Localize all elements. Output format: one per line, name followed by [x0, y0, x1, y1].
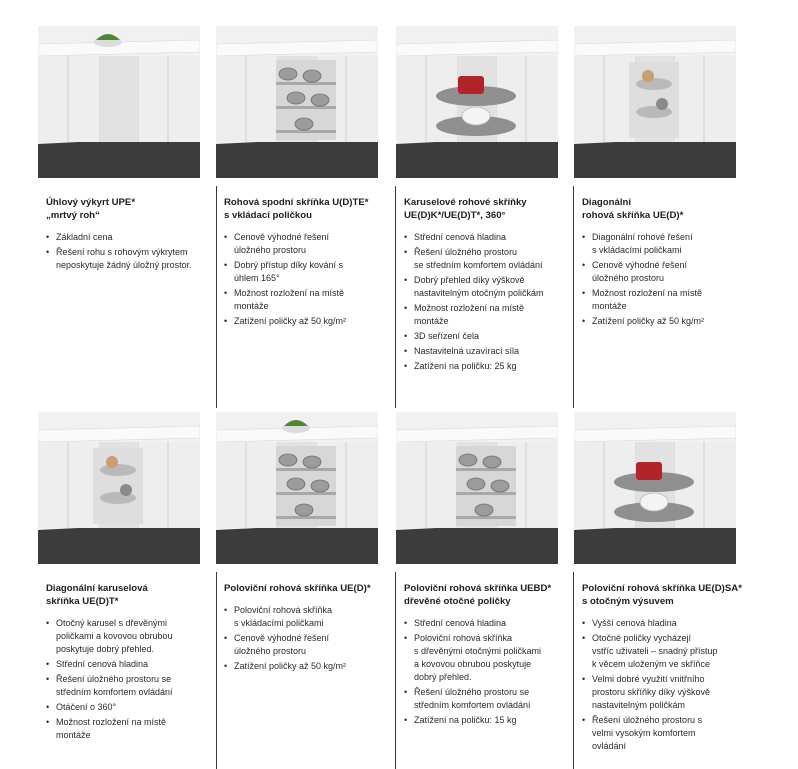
- feature-text-line: • Řešení úložného prostoru: [414, 247, 518, 257]
- swing-out-corner-photo: [574, 412, 736, 564]
- product-title: [38, 582, 216, 608]
- feature-text-line: s vkládacími poličkami: [592, 245, 682, 255]
- product-title-line: Úhlový výkyrt UPE*: [46, 197, 136, 208]
- feature-list: [38, 617, 216, 742]
- feature-text-line: • Řešení úložného prostoru s: [592, 715, 703, 725]
- feature-text-line: • Otáčení o 360°: [56, 702, 117, 712]
- feature-text-line: se středním komfortem ovládání: [414, 260, 543, 270]
- feature-text-line: • Možnost rozložení na místě: [56, 717, 167, 727]
- feature-text-line: • Možnost rozložení na místě: [414, 303, 525, 313]
- feature-text-line: s dřevěnými otočnými poličkami: [414, 646, 542, 656]
- feature-text-line: dobrý přehled.: [414, 672, 472, 682]
- feature-list: [216, 604, 394, 673]
- feature-text-line: prostoru skříňky díky výškově: [592, 687, 711, 697]
- feature-item: [582, 315, 752, 328]
- product-title-line: Poloviční rohová skříňka UE(D)SA*: [582, 583, 742, 594]
- feature-text-line: • Řešení rohu s rohovým výkrytem: [56, 247, 188, 257]
- feature-item: [404, 231, 574, 244]
- diagonal-corner-photo: [574, 26, 736, 178]
- product-title-line: Karuselové rohové skříňky: [404, 197, 527, 208]
- feature-text-line: • Zatížení na poličku: 25 kg: [414, 361, 517, 371]
- feature-text-line: • Zatížení poličky až 50 kg/m²: [234, 316, 347, 326]
- feature-item: [224, 287, 394, 313]
- feature-text-line: • Střední cenová hladina: [414, 618, 507, 628]
- product-title-line: rohová skříňka UE(D)*: [582, 210, 684, 221]
- feature-item: [46, 617, 216, 656]
- feature-item: [46, 716, 216, 742]
- feature-item: [404, 274, 574, 300]
- feature-text-line: středním komfortem ovládání: [414, 700, 531, 710]
- feature-text-line: • Základní cena: [56, 232, 113, 242]
- feature-item: [46, 231, 216, 244]
- feature-text-line: a kovovou obrubou poskytuje: [414, 659, 532, 669]
- feature-text-line: • Velmi dobré využití vnitřního: [592, 674, 705, 684]
- feature-item: [46, 658, 216, 671]
- feature-item: [582, 259, 752, 285]
- feature-text-line: • Možnost rozložení na místě: [234, 288, 345, 298]
- feature-item: [224, 259, 394, 285]
- feature-text-line: • Cenově výhodné řešení: [234, 232, 330, 242]
- diagonal-carousel-photo: [38, 412, 200, 564]
- feature-text-line: montáže: [234, 301, 269, 311]
- product-card: [38, 196, 216, 274]
- feature-item: [582, 714, 752, 753]
- feature-text-line: montáže: [56, 730, 91, 740]
- feature-text-line: montáže: [414, 316, 449, 326]
- product-card: [396, 196, 574, 375]
- product-title-line: Diagonální karuselová: [46, 583, 148, 594]
- product-title-line: Rohová spodní skříňka U(D)TE*: [224, 197, 369, 208]
- feature-list: [574, 617, 752, 753]
- feature-item: [404, 302, 574, 328]
- feature-text-line: • Cenově výhodné řešení: [234, 633, 330, 643]
- feature-text-line: • Řešení úložného prostoru se: [414, 687, 530, 697]
- feature-text-line: velmi vysokým komfortem: [592, 728, 696, 738]
- feature-text-line: • Poloviční rohová skříňka: [234, 605, 333, 615]
- feature-text-line: • Možnost rozložení na místě: [592, 288, 703, 298]
- feature-item: [582, 632, 752, 671]
- feature-item: [582, 617, 752, 630]
- feature-item: [404, 714, 574, 727]
- feature-text-line: • Vyšší cenová hladina: [592, 618, 677, 628]
- feature-item: [404, 330, 574, 343]
- feature-item: [582, 287, 752, 313]
- feature-text-line: vstříc uživateli – snadný přístup: [592, 646, 718, 656]
- feature-text-line: montáže: [592, 301, 627, 311]
- feature-text-line: • Diagonální rohové řešení: [592, 232, 693, 242]
- product-title: [396, 582, 574, 608]
- feature-item: [404, 345, 574, 358]
- product-title: [396, 196, 574, 222]
- feature-item: [224, 660, 394, 673]
- feature-item: [46, 673, 216, 699]
- feature-text-line: • Zatížení poličky až 50 kg/m²: [592, 316, 705, 326]
- product-card: [216, 196, 394, 330]
- feature-item: [224, 604, 394, 630]
- feature-text-line: • Dobrý přístup díky kování s: [234, 260, 344, 270]
- feature-text-line: ovládání: [592, 741, 627, 751]
- product-title-line: Poloviční rohová skříňka UE(D)*: [224, 583, 371, 594]
- product-title-line: skříňka UE(D)T*: [46, 596, 119, 607]
- feature-item: [404, 686, 574, 712]
- feature-item: [404, 632, 574, 684]
- feature-list: [216, 231, 394, 328]
- feature-item: [404, 360, 574, 373]
- feature-item: [582, 673, 752, 712]
- feature-list: [38, 231, 216, 272]
- feature-text-line: k věcem uloženým ve skříňce: [592, 659, 711, 669]
- feature-text-line: poskytuje dobrý přehled.: [56, 644, 155, 654]
- feature-item: [224, 632, 394, 658]
- corner-filler-kitchen-photo: [38, 26, 200, 178]
- feature-text-line: • Poloviční rohová skříňka: [414, 633, 513, 643]
- feature-text-line: nastavitelným otočným poličkám: [414, 288, 544, 298]
- product-card: [216, 582, 394, 675]
- product-title: [216, 196, 394, 222]
- feature-text-line: • Střední cenová hladina: [414, 232, 507, 242]
- product-card: [38, 582, 216, 744]
- feature-list: [396, 617, 574, 727]
- feature-list: [396, 231, 574, 373]
- feature-text-line: poličkami a kovovou obrubou: [56, 631, 173, 641]
- product-title-line: Poloviční rohová skříňka UEBD*: [404, 583, 552, 594]
- carousel-corner-photo: [396, 26, 558, 178]
- feature-text-line: středním komfortem ovládání: [56, 687, 173, 697]
- product-card: [574, 196, 752, 330]
- product-title-line: s vkládací poličkou: [224, 210, 312, 221]
- product-title-line: Diagonální: [582, 197, 632, 208]
- product-card: [396, 582, 574, 729]
- feature-text-line: • Otočný karusel s dřevěnými: [56, 618, 168, 628]
- feature-text-line: • Řešení úložného prostoru se: [56, 674, 172, 684]
- feature-text-line: • Nastavitelná uzavírací síla: [414, 346, 520, 356]
- corner-cabinet-shelf-photo: [216, 26, 378, 178]
- product-title: [38, 196, 216, 222]
- product-title-line: s otočným výsuvem: [582, 596, 674, 607]
- product-title: [574, 582, 752, 608]
- product-title-line: dřevěné otočné poličky: [404, 596, 511, 607]
- feature-text-line: úložného prostoru: [234, 245, 307, 255]
- feature-text-line: • 3D seřízení čela: [414, 331, 480, 341]
- feature-text-line: • Cenově výhodné řešení: [592, 260, 688, 270]
- feature-text-line: • Střední cenová hladina: [56, 659, 149, 669]
- product-title-line: „mrtvý roh“: [46, 210, 100, 221]
- feature-text-line: • Zatížení na poličku: 15 kg: [414, 715, 517, 725]
- product-title-line: UE(D)K*/UE(D)T*, 360°: [404, 210, 506, 221]
- half-corner-swivel-photo: [396, 412, 558, 564]
- feature-text-line: úložného prostoru: [592, 273, 665, 283]
- product-title: [216, 582, 394, 595]
- feature-text-line: nastavitelným poličkám: [592, 700, 686, 710]
- feature-item: [404, 246, 574, 272]
- feature-item: [404, 617, 574, 630]
- feature-text-line: neposkytuje žádný úložný prostor.: [56, 260, 192, 270]
- feature-item: [46, 246, 216, 272]
- feature-text-line: • Otočné poličky vycházejí: [592, 633, 692, 643]
- product-card: [574, 582, 752, 755]
- feature-text-line: s vkládacími poličkami: [234, 618, 324, 628]
- half-corner-photo: [216, 412, 378, 564]
- product-title: [574, 196, 752, 222]
- feature-text-line: úhlem 165°: [234, 273, 280, 283]
- feature-list: [574, 231, 752, 328]
- feature-text-line: • Zatížení poličky až 50 kg/m²: [234, 661, 347, 671]
- feature-text-line: • Dobrý přehled díky výškově: [414, 275, 525, 285]
- feature-text-line: úložného prostoru: [234, 646, 307, 656]
- feature-item: [582, 231, 752, 257]
- feature-item: [46, 701, 216, 714]
- feature-item: [224, 315, 394, 328]
- feature-item: [224, 231, 394, 257]
